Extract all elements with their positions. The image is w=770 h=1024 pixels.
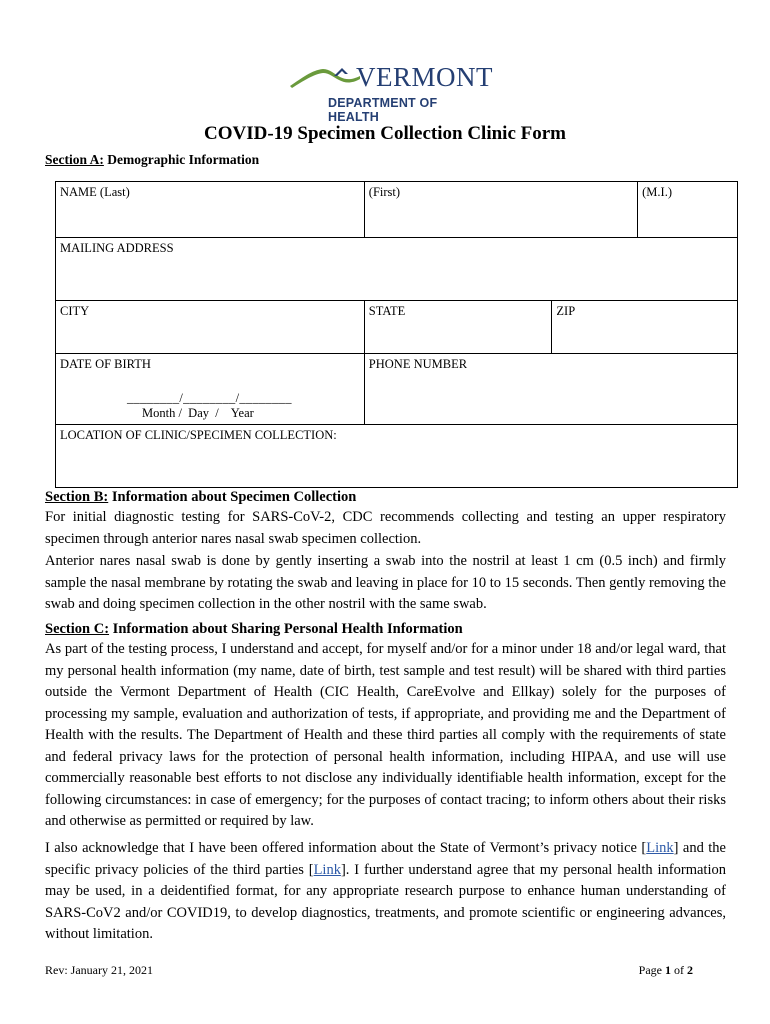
- first-name-field[interactable]: [364, 182, 637, 238]
- section-b-heading: [45, 489, 356, 506]
- logo-department: DEPARTMENT OF HEALTH: [328, 96, 438, 124]
- mailing-address-field[interactable]: [56, 238, 738, 301]
- date-of-birth-field[interactable]: [56, 354, 365, 425]
- section-b-paragraph-1: For initial diagnostic testing for SARS-CoV-2, CDC recommends collecting and testing an upper respiratory specimen through anterior nares nasal swab specimen collection.: [45, 509, 726, 547]
- section-a-heading: [45, 152, 259, 168]
- section-b-paragraph-2: Anterior nares nasal swab is done by gently inserting a swab into the nostril at least 1 cm (0.5 inch) and firmly sample the nasal membrane by rotating the swab and leaving in place for 10 to 15 seconds. Then gently removing the swab and doing specimen collection in the other nostril with the same swab.: [45, 553, 726, 612]
- section-c-title: Information about Sharing Personal Health Information: [112, 621, 463, 637]
- form-title: COVID-19 Specimen Collection Clinic Form: [203, 123, 566, 144]
- section-c-paragraph-2-text-1: I also acknowledge that I have been offered information about the State of Vermont’s privacy notice [: [45, 840, 647, 856]
- third-party-policies-link[interactable]: Link: [313, 861, 341, 878]
- first-name-label: (First): [368, 185, 401, 199]
- page-number: [639, 963, 693, 978]
- logo-wordmark: VERMONT: [356, 62, 493, 92]
- page-current: 1: [665, 963, 671, 977]
- date-of-birth-label: DATE OF BIRTH: [60, 357, 151, 371]
- section-c-paragraph-1: As part of the testing process, I understand and accept, for myself and/or for a minor under 18 and/or legal ward, that my personal health information (my name, date of birth, test sample and test result) will be shared with third parties outside the Vermont Department of Health (CIC Health, CareEvolve and Ellkay) solely for the purposes of processing my sample, evaluation and authorization of tests, if appropriate, and providing me and the Department of Health with the results. The Department of Health and these third parties all comply with the requirements of state and federal privacy laws for the protection of personal health information, including HIPAA, and use will use commercially reasonable best efforts to not disclose any individually identifiable health information, except for the following circumstances: in case of emergency; for the purposes of contact tracing; to inform others about their risks and otherwise as permitted or required by law.: [45, 641, 726, 829]
- mountain-logo-icon: [290, 64, 360, 90]
- state-label: STATE: [368, 304, 406, 318]
- phone-number-label: PHONE NUMBER: [368, 357, 468, 371]
- vermont-health-logo: [290, 62, 493, 124]
- revision-date: Rev: January 21, 2021: [45, 963, 153, 977]
- privacy-notice-link[interactable]: Link: [646, 840, 674, 856]
- section-b-label: Section B:: [45, 489, 109, 505]
- phone-number-field[interactable]: [364, 354, 737, 425]
- section-c-paragraph-2-text-3: ]. I further understand agree that my personal health information may be used, in a deidentified format, for any appropriate research purpose to enhance human understanding of SARS-CoV2 and/or COVID19, to develop diagnostics, treatments, and promote scientific or engineering advances, without limitation.: [45, 861, 726, 942]
- section-c-heading: [45, 621, 463, 638]
- demographic-table: [55, 181, 738, 488]
- city-label: CITY: [60, 304, 90, 318]
- clinic-location-label: LOCATION OF CLINIC/SPECIMEN COLLECTION:: [60, 428, 337, 442]
- last-name-label: NAME (Last): [60, 185, 130, 199]
- section-a-label: Section A:: [45, 152, 104, 167]
- section-c-paragraph-2: [45, 838, 726, 946]
- city-field[interactable]: [56, 301, 365, 354]
- section-b-title: Information about Specimen Collection: [111, 489, 357, 505]
- page-of: of: [671, 963, 687, 977]
- last-name-field[interactable]: [56, 182, 365, 238]
- section-a-title: Demographic Information: [107, 152, 260, 167]
- state-field[interactable]: [364, 301, 552, 354]
- dob-blank-line: ________/________/________: [127, 391, 292, 405]
- clinic-location-field[interactable]: [56, 425, 738, 488]
- section-c-label: Section C:: [45, 621, 110, 637]
- zip-label: ZIP: [556, 304, 576, 318]
- page-prefix: Page: [638, 963, 665, 977]
- mailing-address-label: MAILING ADDRESS: [60, 241, 174, 255]
- middle-initial-label: (M.I.): [642, 185, 672, 199]
- zip-field[interactable]: [552, 301, 738, 354]
- middle-initial-field[interactable]: [638, 182, 738, 238]
- page-total: 2: [687, 963, 693, 977]
- section-c-paragraph-2-text-2: ] and the specific privacy policies of the third parties [: [45, 840, 726, 878]
- dob-format-hint: Month / Day / Year: [142, 406, 254, 420]
